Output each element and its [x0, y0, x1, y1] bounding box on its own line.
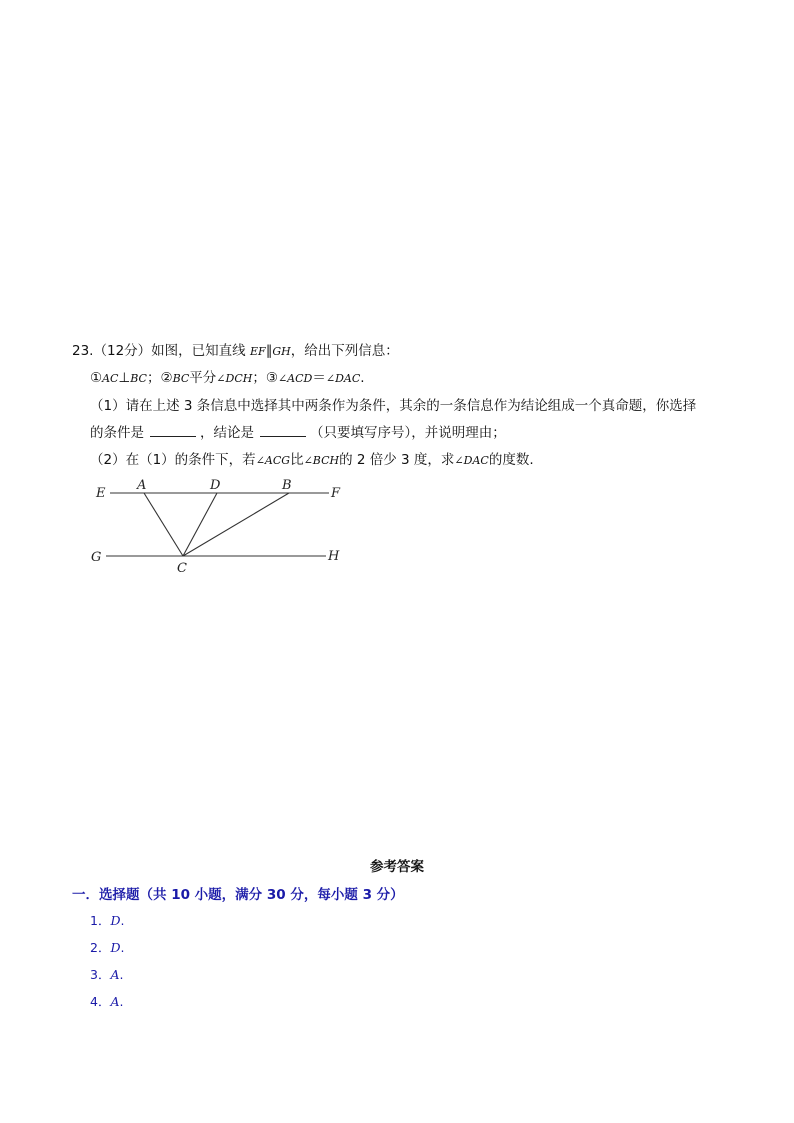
- part2-line: [90, 451, 534, 470]
- answer-number: 4．: [90, 994, 111, 1009]
- conclusion-blank: [260, 424, 306, 437]
- condition-blank: [150, 424, 196, 437]
- segment-dc-drawn: [183, 493, 217, 556]
- answers-heading: 参考答案: [370, 859, 424, 875]
- answer-item: [90, 992, 123, 1010]
- answer-number: 3．: [90, 967, 111, 982]
- answer-end: .: [120, 913, 125, 928]
- answer-option: A: [110, 994, 120, 1009]
- angle-dac-2: ∠DAC: [454, 454, 489, 467]
- stem-prefix: 如图，已知直线: [151, 343, 246, 359]
- part1-line1: （1）请在上述 3 条信息中选择其中两条作为条件，其余的一条信息作为结论组成一个真命题，你选择: [90, 398, 697, 414]
- segment-bc-2: BC: [172, 372, 190, 385]
- answer-item: [90, 965, 123, 983]
- separator-three: ；③: [252, 370, 278, 386]
- question-number: 23.: [72, 343, 94, 359]
- answer-end: .: [120, 940, 125, 955]
- label-a: A: [137, 478, 147, 493]
- perpendicular-symbol: ⊥: [118, 370, 131, 386]
- info-line: [90, 369, 365, 388]
- part2-compare: 比: [290, 452, 304, 468]
- answer-option: D: [110, 940, 121, 955]
- answer-end: .: [119, 967, 124, 982]
- answer-number: 1．: [90, 913, 111, 928]
- part1-instruction: （只要填写序号），并说明理由；: [310, 425, 506, 441]
- parallel-symbol: ∥: [265, 343, 273, 359]
- part2-end: 的度数.: [488, 452, 534, 468]
- separator-two: ；②: [146, 370, 173, 386]
- label-g: G: [91, 550, 102, 565]
- conclusion-label: ，结论是: [200, 425, 254, 441]
- line-ef: EF: [249, 345, 266, 358]
- answer-number: 2．: [90, 940, 111, 955]
- answers-section-title: 一．选择题（共 10 小题，满分 30 分，每小题 3 分）: [72, 887, 404, 903]
- circle-one: ①: [90, 370, 103, 386]
- segment-bc: BC: [130, 372, 147, 385]
- label-d: D: [210, 478, 221, 493]
- answer-item: [90, 911, 124, 929]
- info-end: .: [360, 370, 365, 386]
- geometry-figure: [86, 474, 352, 578]
- part1-line2: [90, 424, 506, 442]
- question-stem: [72, 342, 399, 361]
- condition-label: 的条件是: [90, 425, 144, 441]
- angle-bch: ∠BCH: [303, 454, 340, 467]
- angle-dac: ∠DAC: [325, 372, 361, 385]
- label-b: B: [282, 478, 292, 493]
- part2-middle: 的 2 倍少 3 度，求: [339, 452, 455, 468]
- angle-acg: ∠ACG: [255, 454, 291, 467]
- stem-suffix: ，给出下列信息：: [290, 343, 399, 359]
- answer-option: D: [110, 913, 121, 928]
- equals-symbol: ＝: [312, 370, 326, 386]
- part2-prefix: （2）在（1）的条件下，若: [90, 452, 256, 468]
- angle-acd: ∠ACD: [277, 372, 313, 385]
- answer-item: [90, 938, 124, 956]
- line-gh: GH: [272, 345, 291, 358]
- label-e: E: [96, 486, 106, 501]
- angle-dch: ∠DCH: [216, 372, 253, 385]
- label-c: C: [177, 561, 187, 576]
- bisects-text: 平分: [189, 370, 217, 386]
- segment-bc-drawn: [183, 493, 289, 556]
- question-score: （12分）: [93, 343, 152, 359]
- answer-option: A: [110, 967, 120, 982]
- label-f: F: [331, 486, 341, 501]
- segment-ac: AC: [102, 372, 119, 385]
- label-h: H: [328, 549, 340, 564]
- answer-end: .: [119, 994, 124, 1009]
- segment-ac-drawn: [144, 493, 183, 556]
